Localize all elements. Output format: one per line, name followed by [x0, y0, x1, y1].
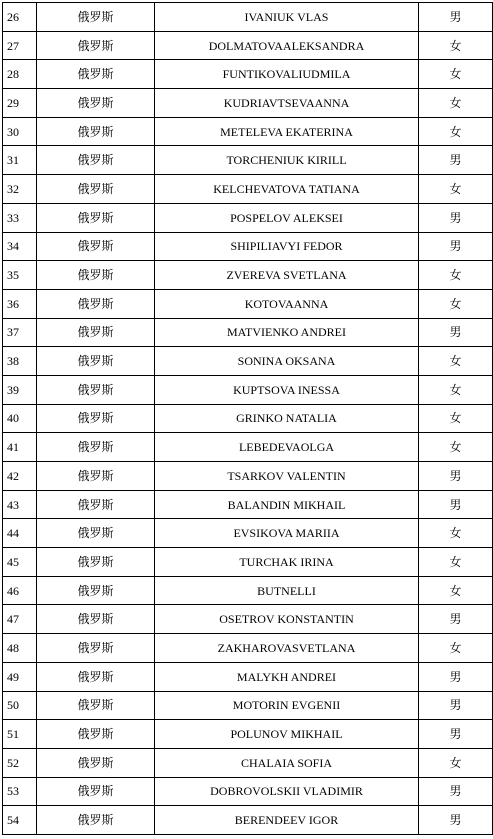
gender-cell: 男 [419, 318, 493, 347]
country-cell: 俄罗斯 [37, 748, 155, 777]
row-number: 34 [3, 232, 37, 261]
row-number: 50 [3, 691, 37, 720]
country-cell: 俄罗斯 [37, 60, 155, 89]
gender-cell: 女 [419, 31, 493, 60]
name-cell: TORCHENIUK KIRILL [155, 146, 419, 175]
country-cell: 俄罗斯 [37, 605, 155, 634]
gender-cell: 男 [419, 232, 493, 261]
name-cell: METELEVA EKATERINA [155, 117, 419, 146]
row-number: 47 [3, 605, 37, 634]
row-number: 40 [3, 404, 37, 433]
row-number: 46 [3, 576, 37, 605]
country-cell: 俄罗斯 [37, 175, 155, 204]
name-cell: ZAKHAROVASVETLANA [155, 634, 419, 663]
name-cell: POSPELOV ALEKSEI [155, 203, 419, 232]
name-cell: BUTNELLI [155, 576, 419, 605]
gender-cell: 女 [419, 175, 493, 204]
gender-cell: 女 [419, 548, 493, 577]
table-row [3, 806, 493, 835]
gender-cell: 男 [419, 806, 493, 835]
table-row [3, 634, 493, 663]
country-cell: 俄罗斯 [37, 691, 155, 720]
country-cell: 俄罗斯 [37, 3, 155, 32]
gender-cell: 女 [419, 433, 493, 462]
country-cell: 俄罗斯 [37, 261, 155, 290]
row-number: 48 [3, 634, 37, 663]
gender-cell: 男 [419, 203, 493, 232]
name-cell: KUDRIAVTSEVAANNA [155, 89, 419, 118]
gender-cell: 女 [419, 748, 493, 777]
gender-cell: 女 [419, 634, 493, 663]
country-cell: 俄罗斯 [37, 777, 155, 806]
table-row [3, 433, 493, 462]
name-cell: IVANIUK VLAS [155, 3, 419, 32]
table-row [3, 89, 493, 118]
table-row [3, 3, 493, 32]
country-cell: 俄罗斯 [37, 89, 155, 118]
row-number: 32 [3, 175, 37, 204]
name-cell: KOTOVAANNA [155, 289, 419, 318]
name-cell: EVSIKOVA MARIIA [155, 519, 419, 548]
name-cell: CHALAIA SOFIA [155, 748, 419, 777]
table-row [3, 748, 493, 777]
row-number: 26 [3, 3, 37, 32]
row-number: 35 [3, 261, 37, 290]
name-cell: DOBROVOLSKII VLADIMIR [155, 777, 419, 806]
table-row [3, 60, 493, 89]
table-row [3, 117, 493, 146]
table-row [3, 662, 493, 691]
table-row [3, 720, 493, 749]
name-cell: KELCHEVATOVA TATIANA [155, 175, 419, 204]
name-cell: SHIPILIAVYI FEDOR [155, 232, 419, 261]
gender-cell: 男 [419, 691, 493, 720]
row-number: 41 [3, 433, 37, 462]
gender-cell: 女 [419, 375, 493, 404]
name-cell: DOLMATOVAALEKSANDRA [155, 31, 419, 60]
row-number: 52 [3, 748, 37, 777]
row-number: 51 [3, 720, 37, 749]
table-row [3, 203, 493, 232]
name-cell: GRINKO NATALIA [155, 404, 419, 433]
gender-cell: 男 [419, 462, 493, 491]
gender-cell: 女 [419, 261, 493, 290]
row-number: 27 [3, 31, 37, 60]
row-number: 53 [3, 777, 37, 806]
row-number: 39 [3, 375, 37, 404]
table-row [3, 347, 493, 376]
table-row [3, 232, 493, 261]
table-row [3, 261, 493, 290]
country-cell: 俄罗斯 [37, 318, 155, 347]
row-number: 43 [3, 490, 37, 519]
name-cell: BALANDIN MIKHAIL [155, 490, 419, 519]
gender-cell: 女 [419, 289, 493, 318]
table-row [3, 175, 493, 204]
gender-cell: 女 [419, 347, 493, 376]
country-cell: 俄罗斯 [37, 31, 155, 60]
name-cell: MOTORIN EVGENII [155, 691, 419, 720]
gender-cell: 女 [419, 89, 493, 118]
country-cell: 俄罗斯 [37, 117, 155, 146]
gender-cell: 女 [419, 117, 493, 146]
country-cell: 俄罗斯 [37, 232, 155, 261]
gender-cell: 男 [419, 720, 493, 749]
country-cell: 俄罗斯 [37, 634, 155, 663]
table-row [3, 31, 493, 60]
table-row [3, 318, 493, 347]
name-cell: MALYKH ANDREI [155, 662, 419, 691]
country-cell: 俄罗斯 [37, 462, 155, 491]
name-cell: TURCHAK IRINA [155, 548, 419, 577]
table-row [3, 576, 493, 605]
row-number: 54 [3, 806, 37, 835]
table-row [3, 548, 493, 577]
country-cell: 俄罗斯 [37, 404, 155, 433]
row-number: 37 [3, 318, 37, 347]
country-cell: 俄罗斯 [37, 576, 155, 605]
table-row [3, 404, 493, 433]
name-cell: TSARKOV VALENTIN [155, 462, 419, 491]
row-number: 30 [3, 117, 37, 146]
gender-cell: 女 [419, 576, 493, 605]
country-cell: 俄罗斯 [37, 146, 155, 175]
row-number: 31 [3, 146, 37, 175]
country-cell: 俄罗斯 [37, 347, 155, 376]
gender-cell: 女 [419, 404, 493, 433]
country-cell: 俄罗斯 [37, 720, 155, 749]
country-cell: 俄罗斯 [37, 375, 155, 404]
name-cell: BERENDEEV IGOR [155, 806, 419, 835]
gender-cell: 男 [419, 605, 493, 634]
row-number: 38 [3, 347, 37, 376]
gender-cell: 男 [419, 662, 493, 691]
participant-table-body [3, 3, 493, 835]
row-number: 44 [3, 519, 37, 548]
country-cell: 俄罗斯 [37, 433, 155, 462]
row-number: 28 [3, 60, 37, 89]
name-cell: KUPTSOVA INESSA [155, 375, 419, 404]
participant-table [2, 2, 493, 835]
country-cell: 俄罗斯 [37, 490, 155, 519]
name-cell: OSETROV KONSTANTIN [155, 605, 419, 634]
row-number: 49 [3, 662, 37, 691]
country-cell: 俄罗斯 [37, 806, 155, 835]
gender-cell: 女 [419, 60, 493, 89]
gender-cell: 男 [419, 146, 493, 175]
table-row [3, 146, 493, 175]
country-cell: 俄罗斯 [37, 289, 155, 318]
row-number: 29 [3, 89, 37, 118]
table-row [3, 777, 493, 806]
name-cell: ZVEREVA SVETLANA [155, 261, 419, 290]
country-cell: 俄罗斯 [37, 548, 155, 577]
table-row [3, 289, 493, 318]
name-cell: POLUNOV MIKHAIL [155, 720, 419, 749]
row-number: 33 [3, 203, 37, 232]
gender-cell: 男 [419, 490, 493, 519]
table-row [3, 462, 493, 491]
table-row [3, 375, 493, 404]
row-number: 45 [3, 548, 37, 577]
country-cell: 俄罗斯 [37, 662, 155, 691]
country-cell: 俄罗斯 [37, 519, 155, 548]
row-number: 36 [3, 289, 37, 318]
row-number: 42 [3, 462, 37, 491]
table-row [3, 605, 493, 634]
gender-cell: 女 [419, 519, 493, 548]
name-cell: LEBEDEVAOLGA [155, 433, 419, 462]
name-cell: MATVIENKO ANDREI [155, 318, 419, 347]
table-row [3, 490, 493, 519]
table-row [3, 691, 493, 720]
name-cell: FUNTIKOVALIUDMILA [155, 60, 419, 89]
name-cell: SONINA OKSANA [155, 347, 419, 376]
country-cell: 俄罗斯 [37, 203, 155, 232]
gender-cell: 男 [419, 3, 493, 32]
gender-cell: 男 [419, 777, 493, 806]
table-row [3, 519, 493, 548]
